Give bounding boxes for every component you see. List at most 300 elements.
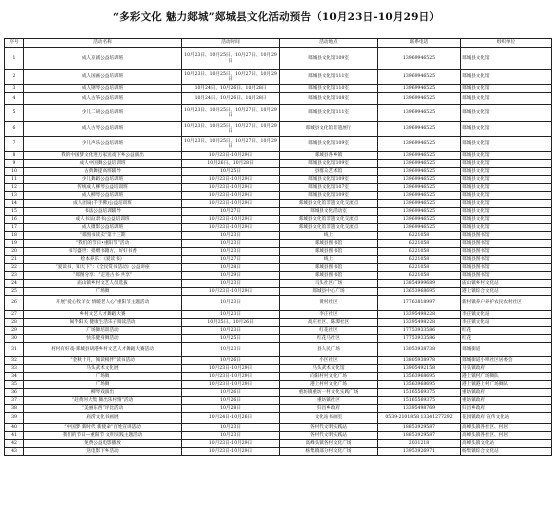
cell-phone: 13395498228: [378, 311, 461, 319]
cell-org: 郯城县文化馆: [461, 216, 552, 224]
cell-no: 42: [5, 440, 24, 448]
cell-phone: 13854999689: [378, 280, 461, 288]
cell-phone: 13969946525: [378, 48, 461, 70]
page-title: “多彩文化 魅力郯城”郯城县文化活动预告（10月23日-10月29日）: [112, 11, 441, 23]
cell-time: 10月25日、10月26日: [182, 319, 280, 327]
cell-no: 12: [5, 184, 24, 192]
table-row: [5, 200, 552, 208]
table-row: [5, 432, 552, 440]
cell-time: 10月23日、10月25日、10月27日、10月29日: [182, 105, 280, 122]
cell-phone: 13969946525: [378, 216, 461, 224]
table-row: [5, 168, 552, 176]
cell-time: 10月26日: [182, 397, 280, 405]
cell-time: 10月23日: [182, 280, 280, 288]
table-row: [5, 160, 552, 168]
cell-place: 小区社区: [280, 357, 378, 365]
cell-org: 重坊镇政府: [461, 389, 552, 397]
cell-org: 郯城县文化馆: [461, 224, 552, 232]
cell-name: 成人古琴公益培训班: [24, 122, 182, 137]
cell-org: 马头镇政府: [461, 365, 552, 373]
cell-time: 10月23日-10月29日: [182, 381, 280, 389]
cell-name: 书法公益培训辅导: [24, 208, 182, 216]
cell-time: 10月23日: [182, 311, 280, 319]
cell-place: 郯城县文化馆108室: [280, 93, 378, 105]
cell-org: 红花: [461, 335, 552, 343]
cell-place: 红花社区: [280, 327, 378, 335]
cell-name: 绘本养乐：《爱读书》: [24, 256, 182, 264]
cell-place: 重坊镇社区: [280, 397, 378, 405]
cell-name: 马头武术文化展: [24, 365, 182, 373]
cell-phone: 13969946525: [378, 152, 461, 160]
cell-org: 郯城县文化馆: [461, 184, 552, 192]
cell-org: 郯城县文化馆: [461, 208, 552, 216]
table-row: [5, 48, 552, 70]
cell-no: 43: [5, 448, 24, 456]
cell-time: 10月23日-10月29日: [182, 192, 280, 200]
cell-phone: 2031218: [378, 440, 461, 448]
cell-org: 郯城县文化馆: [461, 200, 552, 208]
table-row: [5, 440, 552, 448]
column-header-org: 组织单位: [461, 39, 552, 48]
cell-phone: 13969946525: [378, 160, 461, 168]
table-row: [5, 272, 552, 280]
cell-no: 15: [5, 208, 24, 216]
table-row: [5, 208, 552, 216]
cell-place: 郯城县文化馆107室: [280, 184, 378, 192]
cell-place: 向阳村村文化广场: [280, 373, 378, 381]
cell-name: 成人书法(隶书)公益培训班: [24, 216, 182, 224]
cell-name: 成人京剧公益培训班: [24, 48, 182, 70]
cell-time: 10月29日: [182, 272, 280, 280]
table-row: [5, 365, 552, 373]
cell-place: 郯城县文化馆109室: [280, 192, 378, 200]
cell-place: 郯城县图书馆: [280, 248, 378, 256]
cell-no: 14: [5, 200, 24, 208]
cell-time: 10月23日: [182, 248, 280, 256]
cell-no: 9: [5, 160, 24, 168]
cell-org: 郯城街道小埠社区居委会: [461, 357, 552, 365]
table-row: [5, 232, 552, 240]
cell-place: 郯城县各乡镇: [280, 152, 378, 160]
cell-time: 10月23日-10月29日: [182, 152, 280, 160]
cell-place: 归昌乡政府: [280, 405, 378, 413]
column-header-name: 活动名称: [24, 39, 182, 48]
table-header-row: [5, 39, 552, 48]
table-row: [5, 288, 552, 296]
cell-no: 13: [5, 192, 24, 200]
cell-name: 成人钢琴公益培训班: [24, 85, 182, 93]
cell-phone: 13969946525: [378, 176, 461, 184]
cell-time: 10月23日-10月29日: [182, 365, 280, 373]
cell-no: 3: [5, 85, 24, 93]
cell-place: 郯城县文化活动室: [280, 208, 378, 216]
table-row: [5, 137, 552, 152]
cell-no: 41: [5, 432, 24, 440]
cell-place: 郯城县文化馆非遗文化交流点: [280, 216, 378, 224]
table-row: [5, 240, 552, 248]
cell-place: 郯城县图书馆: [280, 264, 378, 272]
cell-org: 新村镇养户养护农民农村社区: [461, 296, 552, 311]
cell-time: 10月23日-10月29日: [182, 216, 280, 224]
cell-no: 22: [5, 264, 24, 272]
table-body: [5, 48, 552, 456]
cell-name: 成人中国舞公益培训班: [24, 160, 182, 168]
table-row: [5, 405, 552, 413]
cell-time: 10月23日、10月25日、10月27日、10月29日: [182, 48, 280, 70]
cell-time: 10月23日-10月29日: [182, 373, 280, 381]
column-header-no: 序号: [5, 39, 24, 48]
cell-no: 32: [5, 357, 24, 365]
cell-place: 杨集镇部分村文化广场: [280, 448, 378, 456]
table-row: [5, 122, 552, 137]
cell-name: 快乐健身舞活动: [24, 335, 182, 343]
cell-no: 7: [5, 137, 24, 152]
table-row: [5, 424, 552, 432]
cell-time: 10月23日-10月29日: [182, 200, 280, 208]
cell-phone: 6221058: [378, 264, 461, 272]
cell-no: 23: [5, 272, 24, 280]
cell-org: 港上镇港上村广场舞队: [461, 381, 552, 389]
cell-org: 郯城街道: [461, 343, 552, 357]
cell-name: 乡村文艺人才舞蹈大赛: [24, 311, 182, 319]
cell-no: 6: [5, 122, 24, 137]
table-row: [5, 335, 552, 343]
cell-phone: 0539-2101858 13341277292: [378, 413, 461, 424]
cell-name: 少儿舞蹈公益培训班: [24, 176, 182, 184]
cell-phone: 13395498228: [378, 319, 461, 327]
table-row: [5, 448, 552, 456]
cell-phone: 13969946525: [378, 137, 461, 152]
cell-name: 广场舞: [24, 373, 182, 381]
cell-no: 29: [5, 327, 24, 335]
cell-name: 村村有好戏-郯城县胡港乡村文艺人才舞蹈大赛活动: [24, 343, 182, 357]
cell-phone: 6221058: [378, 272, 461, 280]
cell-org: 郯城县文化馆: [461, 48, 552, 70]
cell-phone: 13969946525: [378, 200, 461, 208]
table-row: [5, 93, 552, 105]
cell-no: 8: [5, 152, 24, 160]
cell-no: 24: [5, 280, 24, 288]
cell-org: 郯城县文化馆: [461, 168, 552, 176]
cell-no: 35: [5, 381, 24, 389]
table-row: [5, 85, 552, 93]
cell-time: 10月23日、10月25日、10月27日、10月29日: [182, 137, 280, 152]
cell-org: 港上镇综合文化站: [461, 288, 552, 296]
cell-org: 郯城县文化馆: [461, 160, 552, 168]
cell-time: 10月28日: [182, 264, 280, 272]
cell-place: 郯城县文化馆111室: [280, 70, 378, 85]
cell-no: 31: [5, 343, 24, 357]
cell-name: 书写盛世：捐赠书籍方，好好书香: [24, 248, 182, 256]
cell-phone: 13563968695: [378, 381, 461, 389]
column-header-phone: 联系电话: [378, 39, 461, 48]
cell-time: 10月23日-10月29日: [182, 176, 280, 184]
cell-no: 39: [5, 413, 24, 424]
cell-place: 郯城县中心广场: [280, 288, 378, 296]
cell-name: 庙山镇乡村文艺人员选拔: [24, 280, 182, 288]
cell-org: 港上镇村广场舞队: [461, 373, 552, 381]
cell-org: 郯城县文化馆: [461, 152, 552, 160]
cell-phone: 13395498769: [378, 405, 461, 413]
cell-phone: 13969946525: [378, 184, 461, 192]
cell-place: 线上: [280, 256, 378, 264]
cell-phone: 13653968695: [378, 288, 461, 296]
cell-place: 郯城县文化馆非遗展厅: [280, 122, 378, 137]
cell-org: 庙山镇乡村文化站: [461, 280, 552, 288]
cell-org: 高峰头镇各社区、村居: [461, 424, 552, 432]
cell-time: 10月23日、10月25日、10月27日、10月29日: [182, 70, 280, 85]
cell-no: 27: [5, 311, 24, 319]
cell-place: 郯城县文化馆109室: [280, 160, 378, 168]
cell-place: 高庄社区、陈潭社区: [280, 319, 378, 327]
cell-phone: 13805938978: [378, 357, 461, 365]
cell-no: 19: [5, 240, 24, 248]
cell-name: “中国梦 新时代 新使命”百姓宣讲活动: [24, 424, 182, 432]
cell-phone: 13969946525: [378, 122, 461, 137]
cell-place: 线上: [280, 232, 378, 240]
cell-org: 红花: [461, 327, 552, 335]
cell-phone: 13563968695: [378, 373, 461, 381]
cell-org: 李庄镇文化站: [461, 319, 552, 327]
cell-phone: 13053938738: [378, 343, 461, 357]
table-row: [5, 327, 552, 335]
cell-phone: 13969946525: [378, 208, 461, 216]
cell-no: 36: [5, 389, 24, 397]
cell-time: 10月23日: [182, 432, 280, 440]
cell-name: 少儿声乐公益培训班: [24, 137, 182, 152]
cell-name: 成人国画公益培训班: [24, 70, 182, 85]
cell-no: 38: [5, 405, 24, 413]
cell-time: 10月25日: [182, 335, 280, 343]
cell-time: 10月27日: [182, 256, 280, 264]
cell-org: 郯城县图书馆: [461, 248, 552, 256]
cell-phone: 17753933586: [378, 335, 461, 343]
cell-place: 文化站书画室: [280, 413, 378, 424]
table-row: [5, 413, 552, 424]
table-row: [5, 248, 552, 256]
cell-org: 郯城县图书馆: [461, 232, 552, 240]
table-row: [5, 176, 552, 184]
cell-phone: 13905492158: [378, 365, 461, 373]
cell-no: 2: [5, 70, 24, 85]
cell-time: 10月24日、10月26日、10月28日: [182, 85, 280, 93]
cell-no: 40: [5, 424, 24, 432]
cell-no: 1: [5, 48, 24, 70]
cell-org: 杨集镇综合文化站: [461, 448, 552, 456]
cell-phone: 6221058: [378, 248, 461, 256]
cell-phone: 13969946525: [378, 224, 461, 232]
cell-phone: 13969946525: [378, 105, 461, 122]
cell-place: 黄村社区: [280, 296, 378, 311]
cell-name: 免费公益电影播放: [24, 440, 182, 448]
cell-time: 10月24日-10月26日: [182, 413, 280, 424]
cell-org: 郯城县图书馆: [461, 272, 552, 280]
cell-phone: 18853929587: [378, 424, 461, 432]
cell-place: 马头社区广场: [280, 280, 378, 288]
cell-name: “我们的节日•重阳节”活动: [24, 240, 182, 248]
cell-name: 庙涝文化书画展: [24, 413, 182, 424]
cell-place: 重坊镇重坊一村文化实践广场: [280, 389, 378, 397]
cell-no: 11: [5, 176, 24, 184]
cell-time: 10月23日-10月29日: [182, 288, 280, 296]
cell-org: 郯城县文化馆: [461, 70, 552, 85]
cell-name: 成人团扇(千手佛)公益培训班: [24, 200, 182, 208]
cell-no: 28: [5, 319, 24, 327]
cell-org: 重坊镇政府: [461, 397, 552, 405]
table-row: [5, 319, 552, 327]
cell-name: “爱读书，知天下”：《全民赏书活动》公益讲座: [24, 264, 182, 272]
cell-no: 25: [5, 288, 24, 296]
cell-name: 柳琴戏演出: [24, 389, 182, 397]
cell-org: 高峰头镇文化站: [461, 440, 552, 448]
cell-no: 37: [5, 397, 24, 405]
column-header-time: 活动时间: [182, 39, 280, 48]
cell-org: 郯城县文化馆: [461, 122, 552, 137]
cell-no: 16: [5, 216, 24, 224]
cell-name: 成人柳琴公益培训班: [24, 192, 182, 200]
cell-time: 10月23日: [182, 296, 280, 311]
table-row: [5, 105, 552, 122]
cell-place: 李庄社区: [280, 311, 378, 319]
cell-name: 广场舞: [24, 381, 182, 389]
table-row: [5, 343, 552, 357]
cell-org: 郯城县图书馆: [461, 264, 552, 272]
cell-time: 10月23日-10月29日: [182, 224, 280, 232]
cell-place: 郯城县图书馆: [280, 272, 378, 280]
cell-phone: 13969946525: [378, 93, 461, 105]
cell-name: “郯图书读卖”第十三期: [24, 232, 182, 240]
cell-time: 10月23日: [182, 424, 280, 432]
cell-org: 郯城县文化馆: [461, 85, 552, 93]
cell-org: 郯城县文化馆: [461, 137, 552, 152]
cell-phone: 6221058: [378, 240, 461, 248]
table-row: [5, 397, 552, 405]
cell-name: 成人古筝公益培训班: [24, 93, 182, 105]
cell-time: 10月26日: [182, 357, 280, 365]
table-row: [5, 70, 552, 85]
cell-name: 闹乎阳关 健康生活乐子阅读活动: [24, 319, 182, 327]
cell-org: 李庄镇文化站: [461, 311, 552, 319]
cell-no: 5: [5, 105, 24, 122]
cell-org: 花园镇政府 宣传文化站: [461, 413, 552, 424]
cell-phone: 13969946525: [378, 192, 461, 200]
table-row: [5, 311, 552, 319]
cell-place: 郯城县文化馆非遗文化交流点: [280, 200, 378, 208]
cell-time: 10月23日: [182, 232, 280, 240]
cell-time: 10月23日: [182, 240, 280, 248]
cell-no: 33: [5, 365, 24, 373]
cell-place: 红花马社区: [280, 335, 378, 343]
cell-place: 港上村村文化广场: [280, 381, 378, 389]
cell-phone: 13969946525: [378, 168, 461, 176]
cell-name: 传统成人柳琴公益培训班: [24, 184, 182, 192]
cell-time: 10月23日、10月25日、10月27日、10月29日: [182, 122, 280, 137]
cell-time: 10月28日: [182, 405, 280, 413]
cell-no: 18: [5, 232, 24, 240]
cell-no: 34: [5, 373, 24, 381]
cell-no: 17: [5, 224, 24, 232]
cell-time: 10月25日: [182, 168, 280, 176]
table-row: [5, 296, 552, 311]
table-row: [5, 264, 552, 272]
cell-place: 高峰头镇各村文化广场: [280, 440, 378, 448]
cell-phone: 6221058: [378, 232, 461, 240]
cell-time: 10月23日: [182, 327, 280, 335]
cell-org: 郯城县文化馆: [461, 105, 552, 122]
cell-name: 送电影下乡活动: [24, 448, 182, 456]
table-row: [5, 357, 552, 365]
cell-no: 20: [5, 248, 24, 256]
cell-name: 广场舞培训活动: [24, 327, 182, 335]
table-row: [5, 256, 552, 264]
table-row: [5, 373, 552, 381]
cell-phone: 13953926971: [378, 448, 461, 456]
cell-name: 我的中国梦文化进万家送戏下乡公益演出: [24, 152, 182, 160]
cell-phone: 13969946525: [378, 85, 461, 93]
cell-phone: 17753933586: [378, 327, 461, 335]
cell-place: 县群众艺术馆: [280, 168, 378, 176]
cell-place: 郯城县文化馆109室: [280, 176, 378, 184]
cell-no: 21: [5, 256, 24, 264]
cell-time: 10月23日: [182, 343, 280, 357]
cell-name: “赶黄河大集 舞出乐村情”活动: [24, 397, 182, 405]
cell-org: 郯城县图书馆: [461, 240, 552, 248]
table-row: [5, 192, 552, 200]
cell-no: 10: [5, 168, 24, 176]
cell-place: 马头武术文化馆: [280, 365, 378, 373]
cell-no: 30: [5, 335, 24, 343]
cell-place: 郯城县文化馆109室: [280, 137, 378, 152]
cell-org: 郯城县图书馆: [461, 256, 552, 264]
cell-org: 郯城县文化馆: [461, 192, 552, 200]
table-row: [5, 216, 552, 224]
cell-phone: 18853929587: [378, 432, 461, 440]
cell-time: 10月26日、10月28日: [182, 160, 280, 168]
activity-table: [4, 38, 552, 456]
table-row: [5, 389, 552, 397]
cell-name: 广场舞: [24, 288, 182, 296]
cell-place: 郯城县图书馆: [280, 240, 378, 248]
cell-time: 10月23日-10月29日: [182, 184, 280, 192]
cell-name: 成人摄影公益培训班: [24, 224, 182, 232]
cell-no: 4: [5, 93, 24, 105]
cell-place: 各村代文明实践站: [280, 432, 378, 440]
table-row: [5, 184, 552, 192]
cell-name: “美丽东西”评比活动: [24, 405, 182, 413]
cell-time: 10月26日: [182, 389, 280, 397]
cell-place: 各村代文明实践站: [280, 424, 378, 432]
cell-place: 郯城县文化馆109室: [280, 48, 378, 70]
cell-phone: 15165569375: [378, 389, 461, 397]
table-row: [5, 381, 552, 389]
cell-place: 郯城县文化馆110室: [280, 85, 378, 93]
cell-time: 10月27日: [182, 208, 280, 216]
cell-name: 我们的节日—重阳节 文明实践主题活动: [24, 432, 182, 440]
cell-org: 郯城县文化馆: [461, 176, 552, 184]
cell-org: 郯城县文化馆: [461, 93, 552, 105]
cell-name: 少儿二胡公益培训班: [24, 105, 182, 122]
cell-name: “郯图分享：“走进古书·共享”: [24, 272, 182, 280]
cell-phone: 17763818997: [378, 296, 461, 311]
cell-name: 古典舞提高班辅导: [24, 168, 182, 176]
column-header-place: 活动地点: [280, 39, 378, 48]
cell-time: 10月23日-10月29日: [182, 440, 280, 448]
cell-place: 郯城县文化馆111室: [280, 105, 378, 122]
cell-place: 郯城县文化馆非遗文化交流点: [280, 224, 378, 232]
table-row: [5, 152, 552, 160]
cell-place: 县人民广场: [280, 343, 378, 357]
cell-name: 开展“爱心牧羊女 情暖老人心”重阳节主题活动: [24, 296, 182, 311]
